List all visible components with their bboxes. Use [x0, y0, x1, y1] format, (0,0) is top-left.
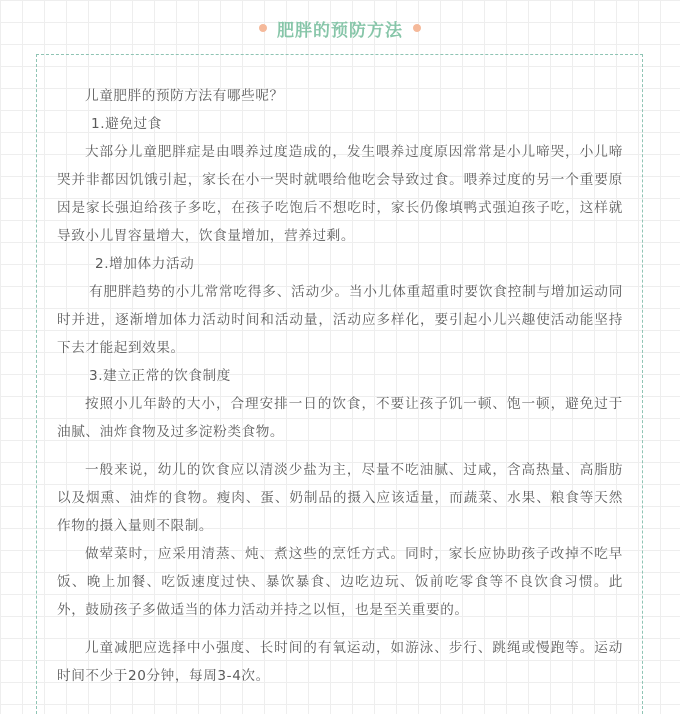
section-paragraph-2: 有肥胖趋势的小儿常常吃得多、活动少。当小儿体重超重时要饮食控制与增加运动同时并进，逐渐增加体力活动时间和活动量，活动应多样化，要引起小儿兴趣使活动能坚持下去才能起到效果。: [57, 284, 623, 356]
right-dot-icon: [413, 24, 421, 32]
title-bar: [0, 14, 680, 42]
section-heading-1: 1.避免过食: [91, 116, 162, 132]
section-heading-3: 3.建立正常的饮食制度: [89, 368, 231, 384]
section-paragraph-1: 大部分儿童肥胖症是由喂养过度造成的，发生喂养过度原因常常是小儿啼哭，小儿啼哭并非都因饥饿引起，家长在小一哭时就喂给他吃会导致过食。喂养过度的另一个重要原因是家长强迫给孩子多吃，在孩子吃饱后不想吃时，家长仍像填鸭式强迫孩子吃，这样就导致小儿胃容量增大，饮食量增加，营养过剩。: [57, 144, 623, 244]
section-heading-2: 2.增加体力活动: [95, 256, 195, 272]
page-title: 肥胖的预防方法: [277, 20, 403, 41]
intro-question: 儿童肥胖的预防方法有哪些呢？: [85, 88, 284, 104]
left-dot-icon: [259, 24, 267, 32]
section-paragraph-3a: 按照小儿年龄的大小，合理安排一日的饮食，不要让孩子饥一顿、饱一顿，避免过于油腻、油炸食物及过多淀粉类食物。: [57, 396, 623, 440]
closing-paragraph: 儿童减肥应选择中小强度、长时间的有氧运动，如游泳、步行、跳绳或慢跑等。运动时间不少于20分钟，每周3-4次。: [57, 640, 623, 684]
article-body: [57, 82, 623, 690]
section-paragraph-3c: 做荤菜时，应采用清蒸、炖、煮这些的烹饪方式。同时，家长应协助孩子改掉不吃早饭、晚上加餐、吃饭速度过快、暴饮暴食、边吃边玩、饭前吃零食等不良饮食习惯。此外，鼓励孩子多做适当的体力活动并持之以恒，也是至关重要的。: [57, 546, 623, 618]
section-paragraph-3b: 一般来说，幼儿的饮食应以清淡少盐为主，尽量不吃油腻、过咸，含高热量、高脂肪以及烟熏、油炸的食物。瘦肉、蛋、奶制品的摄入应该适量，而蔬菜、水果、粮食等天然作物的摄入量则不限制。: [57, 462, 623, 534]
